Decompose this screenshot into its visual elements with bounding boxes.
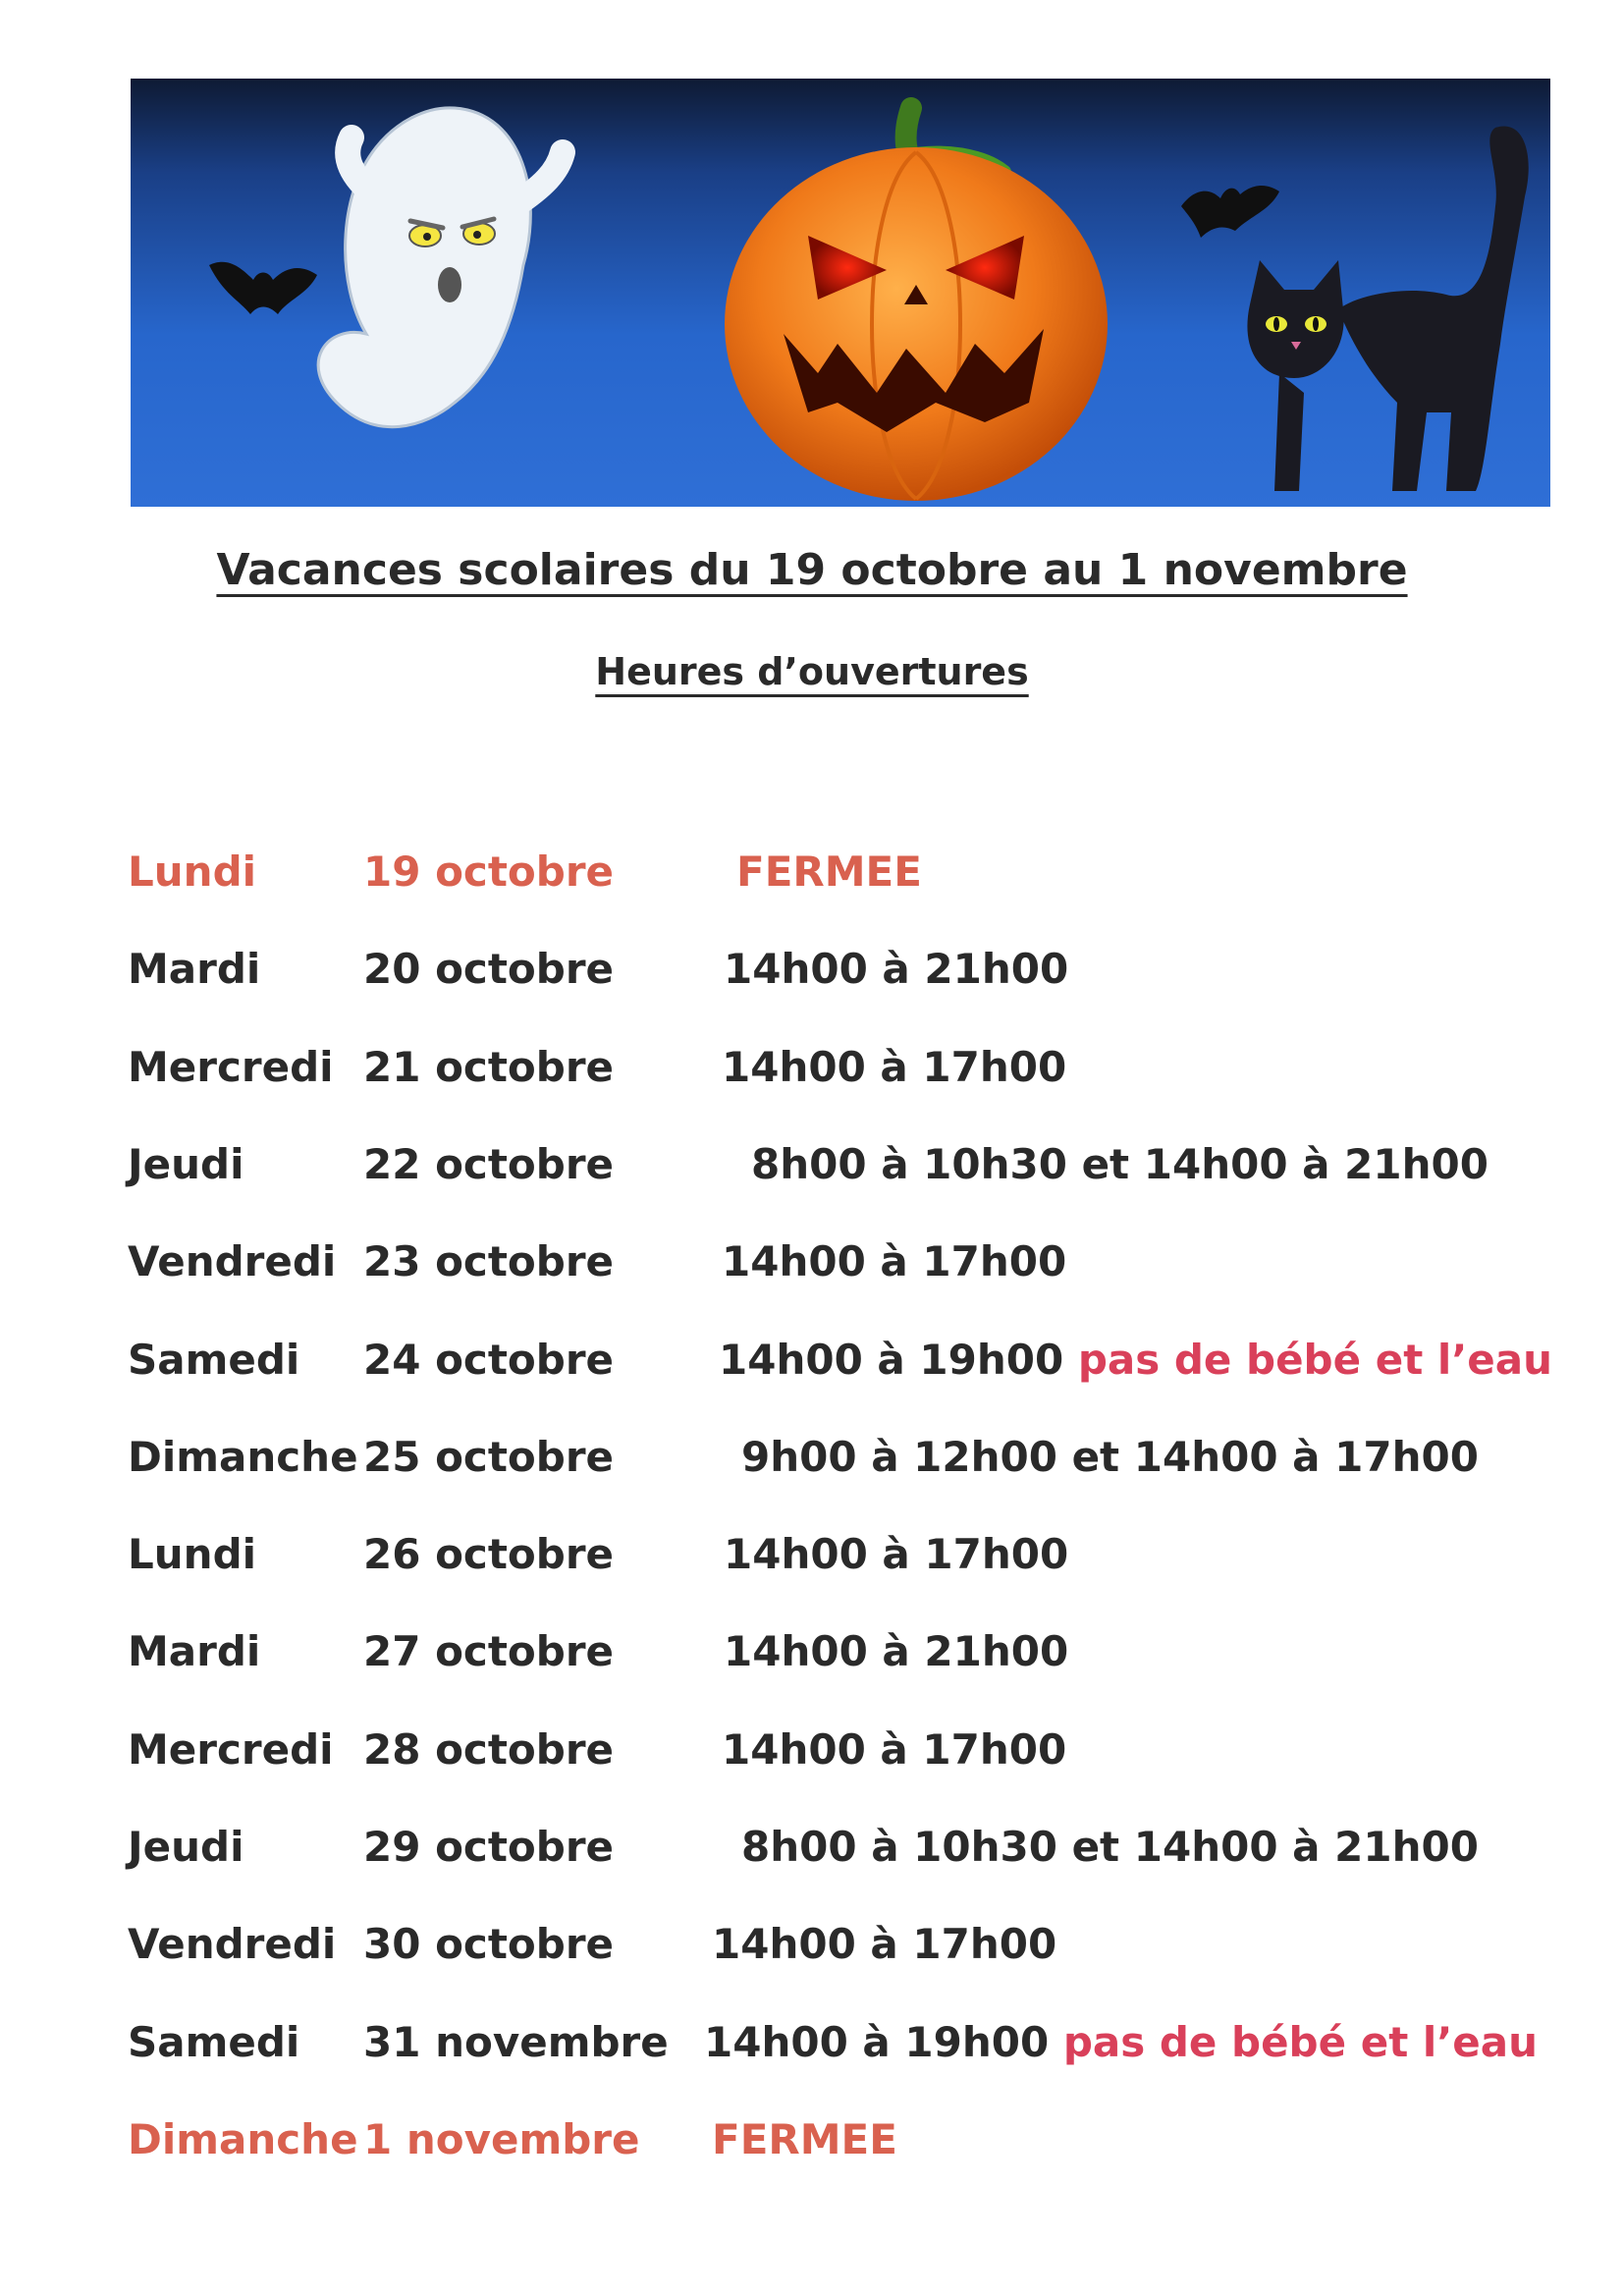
hours-text: 14h00 à 17h00 <box>722 1724 1067 1774</box>
closed-status <box>712 2115 897 2163</box>
schedule-date: 28 octobre <box>363 1724 615 1774</box>
schedule-date: 30 octobre <box>363 1920 615 1969</box>
schedule-day: Dimanche <box>128 2114 358 2163</box>
page-subtitle: Heures d’ouvertures <box>595 650 1029 693</box>
schedule-hours <box>719 1336 1552 1384</box>
schedule-hours <box>722 1237 1066 1285</box>
schedule-note: pas de bébé et l’eau <box>1062 2017 1538 2066</box>
schedule-day: Mercredi <box>128 1724 334 1774</box>
schedule-row <box>0 1823 1624 1882</box>
schedule-hours <box>722 1043 1066 1091</box>
hours-text: 14h00 à 17h00 <box>722 1237 1067 1286</box>
hours-text: 14h00 à 17h00 <box>722 1042 1067 1091</box>
hours-text: 14h00 à 21h00 <box>724 945 1069 994</box>
page-title: Vacances scolaires du 19 octobre au 1 novembre <box>216 545 1408 595</box>
schedule-row <box>0 1725 1624 1784</box>
schedule-row <box>0 847 1624 906</box>
schedule-hours <box>724 1627 1068 1675</box>
schedule-day: Vendredi <box>128 1920 337 1969</box>
schedule-row <box>0 1237 1624 1296</box>
schedule-day: Dimanche <box>128 1432 358 1481</box>
schedule-row <box>0 1433 1624 1492</box>
closed-status <box>736 847 922 896</box>
schedule-hours <box>724 945 1068 993</box>
schedule-date: 24 octobre <box>363 1335 615 1384</box>
schedule-row <box>0 1140 1624 1199</box>
schedule-row <box>0 1627 1624 1686</box>
schedule-day: Lundi <box>128 1530 257 1579</box>
schedule-row <box>0 945 1624 1004</box>
schedule-row <box>0 2018 1624 2077</box>
schedule-hours <box>751 1140 1489 1188</box>
schedule-day: Vendredi <box>128 1237 337 1286</box>
hours-text: 14h00 à 19h00 <box>719 1335 1064 1384</box>
hours-text: FERMEE <box>736 847 922 896</box>
schedule-row <box>0 1336 1624 1394</box>
schedule-row <box>0 2115 1624 2174</box>
schedule-day: Mardi <box>128 945 261 994</box>
hours-text: 8h00 à 10h30 et 14h00 à 21h00 <box>741 1823 1479 1871</box>
schedule-hours <box>741 1433 1479 1481</box>
hours-text: 14h00 à 19h00 <box>704 2017 1050 2066</box>
schedule-row <box>0 1043 1624 1102</box>
schedule-day: Samedi <box>128 1335 300 1384</box>
schedule-hours <box>724 1530 1068 1578</box>
schedule-day: Lundi <box>128 847 257 896</box>
schedule-day: Jeudi <box>128 1823 244 1871</box>
schedule-day: Jeudi <box>128 1139 244 1188</box>
schedule-date: 19 octobre <box>363 847 615 896</box>
schedule-date: 25 octobre <box>363 1432 615 1481</box>
hours-text: 14h00 à 21h00 <box>724 1627 1069 1676</box>
hours-text: 14h00 à 17h00 <box>724 1530 1069 1579</box>
schedule-hours <box>722 1725 1066 1774</box>
schedule-date: 23 octobre <box>363 1237 615 1286</box>
schedule-date: 27 octobre <box>363 1627 615 1676</box>
schedule-hours <box>741 1823 1479 1871</box>
hours-text: 8h00 à 10h30 et 14h00 à 21h00 <box>751 1139 1489 1188</box>
schedule-row <box>0 1530 1624 1589</box>
hours-text: FERMEE <box>712 2114 897 2163</box>
schedule-day: Mardi <box>128 1627 261 1676</box>
schedule-date: 21 octobre <box>363 1042 615 1091</box>
hours-text: 9h00 à 12h00 et 14h00 à 17h00 <box>741 1432 1479 1481</box>
schedule-hours <box>704 2018 1538 2066</box>
schedule-row <box>0 1920 1624 1979</box>
schedule-day: Mercredi <box>128 1042 334 1091</box>
schedule-note: pas de bébé et l’eau <box>1077 1335 1552 1384</box>
schedule-date: 1 novembre <box>363 2114 640 2163</box>
schedule-date: 29 octobre <box>363 1823 615 1871</box>
schedule-day: Samedi <box>128 2017 300 2066</box>
schedule-date: 26 octobre <box>363 1530 615 1579</box>
schedule-hours <box>712 1920 1056 1968</box>
schedule-date: 31 novembre <box>363 2017 669 2066</box>
schedule-date: 22 octobre <box>363 1139 615 1188</box>
schedule-date: 20 octobre <box>363 945 615 994</box>
hours-text: 14h00 à 17h00 <box>712 1920 1057 1969</box>
